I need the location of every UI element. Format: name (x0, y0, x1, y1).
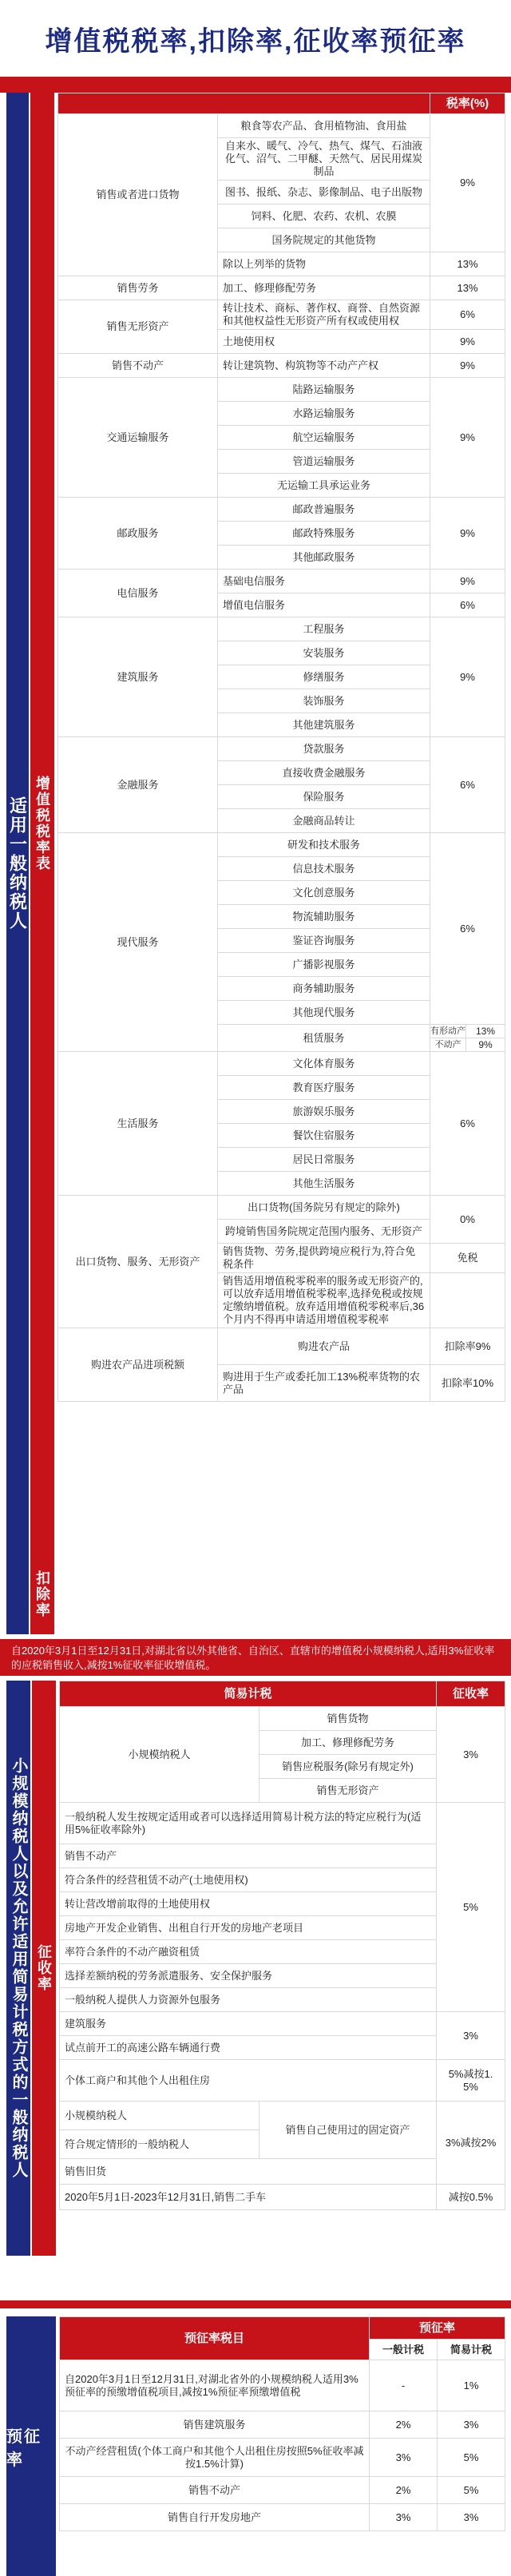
deduct-rate-cell: 扣除率10% (430, 1365, 505, 1402)
rate-cell: 9% (430, 498, 505, 570)
item-cell: 销售应税服务(除另有规定外) (259, 1755, 437, 1779)
item-cell: 其他生活服务 (218, 1172, 430, 1196)
category-cell: 销售劳务 (58, 276, 218, 300)
levy-rate-header: 征收率 (437, 1681, 505, 1707)
sub-rate: 13% (475, 1026, 496, 1037)
item-cell: 销售自行开发房地产 (60, 2504, 370, 2531)
item-cell: 安装服务 (218, 641, 430, 665)
item-cell: 饲料、化肥、农药、农机、农膜 (218, 204, 430, 228)
rate-cell: 9% (430, 354, 505, 378)
sub-label: 不动产 (430, 1038, 466, 1051)
item-cell: 保险服务 (218, 785, 430, 809)
sub-rate-row (430, 1038, 505, 1051)
category-cell: 邮政服务 (58, 498, 218, 570)
item-cell: 销售不动产 (60, 1844, 437, 1868)
item-cell: 符合条件的经营租赁不动产(土地使用权) (60, 1868, 437, 1892)
category-cell: 出口货物、服务、无形资产 (58, 1196, 218, 1328)
item-cell: 自来水、暖气、冷气、热气、煤气、石油液化气、沼气、二甲醚、天然气、居民用煤炭制品 (218, 138, 430, 181)
prepay-table (59, 2316, 505, 2531)
table-row (58, 300, 505, 330)
item-cell: 其他现代服务 (218, 1001, 430, 1025)
rate-cell: 6% (430, 1052, 505, 1196)
small-scale-cell: 小规模纳税人 (60, 1707, 259, 1803)
rate-cell: 9% (430, 617, 505, 737)
item-cell: 航空运输服务 (218, 426, 430, 450)
item-cell: 管道运输服务 (218, 450, 430, 474)
rate-cell: 6% (430, 300, 505, 330)
sub-rate: 9% (478, 1039, 493, 1050)
deduct-category-cell: 购进农产品进项税额 (58, 1328, 218, 1402)
item-cell: 居民日常服务 (218, 1148, 430, 1172)
table-row (60, 2477, 505, 2504)
levy-side-label: 征收率 (32, 1681, 56, 2256)
general-taxpayer-section (0, 93, 511, 1634)
item-cell: 其他邮政服务 (218, 546, 430, 570)
general-rate-cell: 3% (370, 2504, 438, 2531)
general-rate-cell: - (370, 2360, 438, 2411)
divider-bar (0, 2300, 511, 2308)
prepay-section (0, 2316, 511, 2576)
deduct-item-cell: 购进农产品 (218, 1328, 430, 1365)
levy-rate-table (59, 1681, 505, 2210)
item-cell: 广播影视服务 (218, 953, 430, 977)
item-cell: 教育医疗服务 (218, 1076, 430, 1100)
table-row (60, 2504, 505, 2531)
rate-cell: 5%减按1.5% (437, 2060, 505, 2102)
simple-rate-cell: 3% (438, 2504, 505, 2531)
deduct-side-label: 扣除率 (30, 1554, 54, 1634)
simple-rate-cell: 1% (438, 2360, 505, 2411)
rate-cell: 6% (430, 593, 505, 617)
rate-cell: 3%减按2% (437, 2102, 505, 2185)
item-cell: 一般纳税人发生按规定适用或者可以选择适用简易计税方法的特定应税行为(适用5%征收率除外) (60, 1803, 437, 1844)
table-row (60, 2411, 505, 2439)
item-cell: 销售适用增值税零税率的服务或无形资产的,可以放弃适用增值税零税率,选择免税或按规定缴纳增值税。放弃适用增值税零税率后,36个月内不得再申请适用增值税零税率 (218, 1273, 430, 1328)
item-cell: 土地使用权 (218, 330, 430, 354)
item-cell: 信息技术服务 (218, 857, 430, 881)
item-cell: 增值电信服务 (218, 593, 430, 617)
page-title: 增值税税率,扣除率,征收率预征率 (45, 26, 466, 57)
category-cell: 生活服务 (58, 1052, 218, 1196)
item-cell: 2020年5月1日-2023年12月31日,销售二手车 (60, 2185, 437, 2210)
item-cell: 旅游娱乐服务 (218, 1100, 430, 1124)
item-cell: 销售自己使用过的固定资产 (259, 2102, 437, 2159)
category-cell: 销售不动产 (58, 354, 218, 378)
item-cell: 加工、修理修配劳务 (218, 276, 430, 300)
item-cell: 餐饮住宿服务 (218, 1124, 430, 1148)
item-cell: 选择差额纳税的劳务派遣服务、安全保护服务 (60, 1964, 437, 1988)
item-cell: 不动产经营租赁(个体工商户和其他个人出租住房按照5%征收率减按1.5%计算) (60, 2439, 370, 2477)
item-cell: 跨境销售国务院规定范围内服务、无形资产 (218, 1220, 430, 1244)
rate-cell: 13% (430, 252, 505, 276)
deduct-item-cell: 购进用于生产或委托加工13%税率货物的农产品 (218, 1365, 430, 1402)
table-row (60, 2102, 505, 2130)
rate-cell: 0% (430, 1196, 505, 1244)
table-row (58, 354, 505, 378)
table-row (58, 570, 505, 593)
item-cell: 修缮服务 (218, 665, 430, 689)
item-cell: 出口货物(国务院另有规定的除外) (218, 1196, 430, 1220)
title-bar-accent (0, 77, 511, 93)
item-cell: 装饰服务 (218, 689, 430, 713)
sub-label: 有形动产 (430, 1026, 465, 1036)
item-cell: 个体工商户和其他个人出租住房 (60, 2060, 437, 2102)
rate-cell: 3% (437, 2012, 505, 2060)
rate-cell: 9% (430, 378, 505, 498)
item-cell: 工程服务 (218, 617, 430, 641)
category-cell: 电信服务 (58, 570, 218, 617)
item-cell: 率符合条件的不动产融资租赁 (60, 1940, 437, 1964)
category-cell: 交通运输服务 (58, 378, 218, 498)
item-cell: 物流辅助服务 (218, 905, 430, 929)
table-row (60, 2060, 505, 2102)
rate-cell: 减按0.5% (437, 2185, 505, 2210)
general-side-label: 适用一般纳税人 (6, 93, 29, 1634)
prepay-rate-header: 预征率 (370, 2317, 505, 2340)
header-blank (58, 93, 430, 114)
item-cell: 转让建筑物、构筑物等不动产产权 (218, 354, 430, 378)
item-cell: 建筑服务 (60, 2012, 437, 2036)
item-cell: 水路运输服务 (218, 402, 430, 426)
category-cell: 销售或者进口货物 (58, 114, 218, 276)
item-cell: 符合规定情形的一般纳税人 (60, 2130, 259, 2159)
item-cell: 图书、报纸、杂志、影像制品、电子出版物 (218, 181, 430, 204)
item-cell: 试点前开工的高速公路车辆通行费 (60, 2036, 437, 2060)
rate-cell: 9% (430, 114, 505, 252)
small-scale-section (0, 1681, 511, 2288)
item-cell: 文化体育服务 (218, 1052, 430, 1076)
general-rate-cell: 3% (370, 2439, 438, 2477)
table-row (58, 114, 505, 138)
small-side-label: 小规模纳税人以及允许适用简易计税方式的一般纳税人 (6, 1681, 30, 2256)
rate-cell: 免税 (430, 1244, 505, 1273)
item-cell: 无运输工具承运业务 (218, 474, 430, 498)
deduct-rate-cell: 扣除率9% (430, 1328, 505, 1365)
rate-cell (430, 1273, 505, 1328)
rate-cell: 6% (430, 833, 505, 1025)
general-rate-cell: 2% (370, 2477, 438, 2504)
table-row (58, 276, 505, 300)
item-cell: 加工、修理修配劳务 (259, 1731, 437, 1755)
item-cell: 文化创意服务 (218, 881, 430, 905)
rate-cell: 9% (430, 330, 505, 354)
simple-rate-cell: 5% (438, 2477, 505, 2504)
rate-cell: 13% (430, 276, 505, 300)
simple-rate-cell: 3% (438, 2411, 505, 2439)
table-row (60, 2360, 505, 2411)
table-row (58, 833, 505, 857)
rate-cell: 6% (430, 737, 505, 833)
table-row (60, 2439, 505, 2477)
table-row (58, 1052, 505, 1076)
item-cell: 销售旧货 (60, 2159, 437, 2185)
item-cell: 一般纳税人提供人力资源外包服务 (60, 1988, 437, 2012)
item-cell: 国务院规定的其他货物 (218, 228, 430, 252)
table-row (58, 737, 505, 761)
item-cell: 销售货物、劳务,提供跨境应税行为,符合免税条件 (218, 1244, 430, 1273)
item-cell: 销售无形资产 (259, 1779, 437, 1803)
rate-cell: 9% (430, 570, 505, 593)
item-cell: 贷款服务 (218, 737, 430, 761)
category-cell: 现代服务 (58, 833, 218, 1052)
item-cell: 基础电信服务 (218, 570, 430, 593)
item-cell: 自2020年3月1日至12月31日,对湖北省外的小规模纳税人适用3%预征率的预缴增值税项目,减按1%预征率预缴增值税 (60, 2360, 370, 2411)
item-cell: 商务辅助服务 (218, 977, 430, 1001)
rate-cell: 3% (437, 1707, 505, 1803)
category-cell: 金融服务 (58, 737, 218, 833)
item-cell: 研发和技术服务 (218, 833, 430, 857)
item-cell: 粮食等农产品、食用植物油、食用盐 (218, 114, 430, 138)
category-cell: 建筑服务 (58, 617, 218, 737)
item-cell: 陆路运输服务 (218, 378, 430, 402)
item-cell: 金融商品转让 (218, 809, 430, 833)
notice-banner: 自2020年3月1日至12月31日,对湖北省以外其他省、自治区、直辖市的增值税小规模纳税人,适用3%征收率的应税销售收入,减按1%征收率征收增值税。 (0, 1639, 511, 1676)
item-cell: 除以上列举的货物 (218, 252, 430, 276)
item-cell: 销售不动产 (60, 2477, 370, 2504)
item-cell: 转让技术、商标、著作权、商誉、自然资源和其他权益性无形资产所有权或使用权 (218, 300, 430, 330)
table-row (60, 1803, 505, 1844)
item-cell: 销售建筑服务 (60, 2411, 370, 2439)
prepay-side-label: 预征率 (6, 2316, 56, 2576)
table-row (58, 617, 505, 641)
item-cell: 租赁服务 (218, 1025, 430, 1052)
simple-tax-header: 简易计税 (438, 2340, 505, 2360)
item-cell: 邮政特殊服务 (218, 522, 430, 546)
general-tax-header: 一般计税 (370, 2340, 438, 2360)
rate-cell: 5% (437, 1803, 505, 2012)
deduct-row (58, 1328, 505, 1365)
item-cell: 小规模纳税人 (60, 2102, 259, 2130)
table-row (58, 498, 505, 522)
vat-rate-table (57, 93, 505, 1402)
sub-rate-cell (430, 1025, 505, 1052)
table-row (58, 378, 505, 402)
rate-side-label: 增值税税率表 (30, 93, 54, 1554)
item-cell: 直接收费金融服务 (218, 761, 430, 785)
category-cell: 销售无形资产 (58, 300, 218, 354)
table-row (60, 2012, 505, 2036)
table-row (60, 1707, 505, 1731)
prepay-item-header: 预征率税目 (60, 2317, 370, 2360)
item-cell: 房地产开发企业销售、出租自行开发的房地产老项目 (60, 1916, 437, 1940)
item-cell: 销售货物 (259, 1707, 437, 1731)
item-cell: 其他建筑服务 (218, 713, 430, 737)
simple-header: 简易计税 (60, 1681, 437, 1707)
item-cell: 转让营改增前取得的土地使用权 (60, 1892, 437, 1916)
item-cell: 鉴证咨询服务 (218, 929, 430, 953)
rate-header: 税率(%) (430, 93, 505, 114)
table-row (60, 2185, 505, 2210)
general-rate-cell: 2% (370, 2411, 438, 2439)
item-cell: 邮政普遍服务 (218, 498, 430, 522)
table-row (58, 1196, 505, 1220)
sub-rate-row (430, 1025, 505, 1038)
simple-rate-cell: 5% (438, 2439, 505, 2477)
